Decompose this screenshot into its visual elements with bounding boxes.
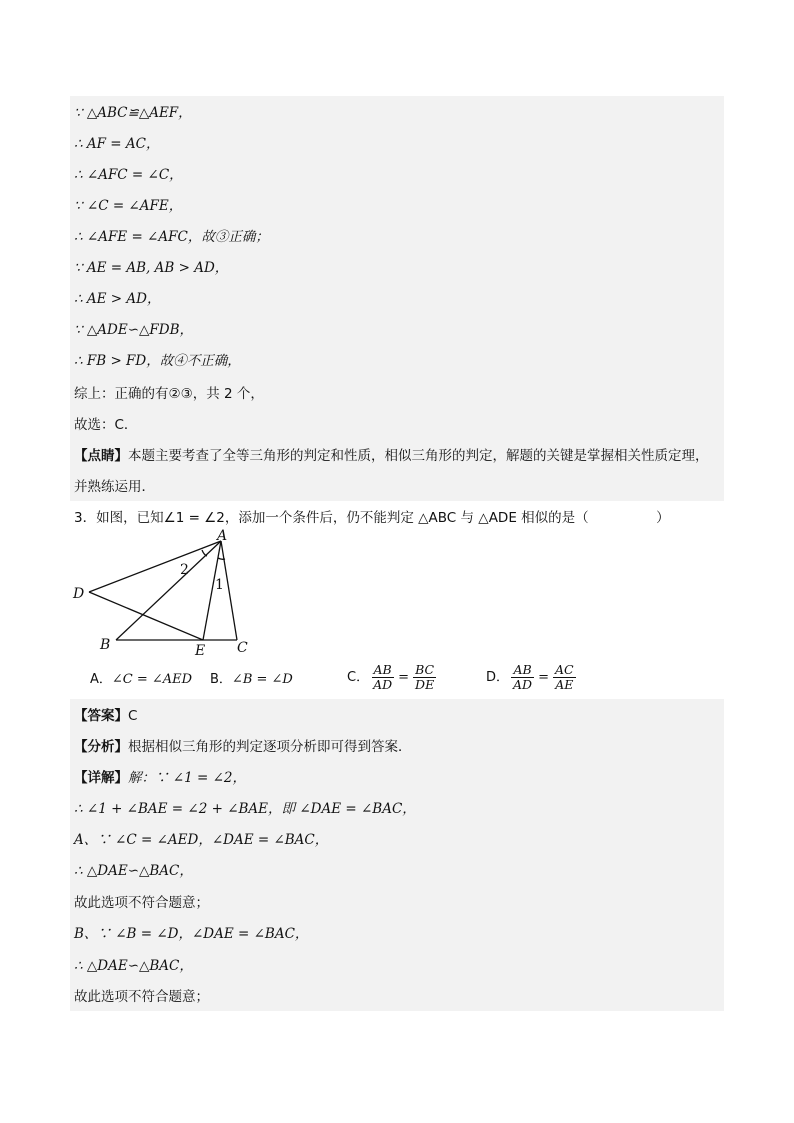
question-line: [74, 509, 670, 527]
question-text: 如图，已知∠1 = ∠2，添加一个条件后，仍不能判定 △ABC 与 △ADE 相似的是（ ）: [96, 510, 670, 526]
option-d-label: D．: [486, 669, 510, 685]
label-a: A: [217, 528, 228, 544]
option-c[interactable]: C． $\frac{AB}{AD}$ = $\frac{BC}{DE}$: [347, 662, 435, 692]
proof-line: ∵ ∠C = ∠AFE，: [74, 198, 183, 214]
option-a[interactable]: [90, 672, 192, 688]
proof-line: ∵ AE = AB, AB > AD，: [74, 260, 229, 276]
question-number: 3．: [74, 510, 97, 526]
option-b-text: ∠B = ∠D: [231, 672, 293, 687]
answer-tag: 【答案】: [74, 708, 128, 724]
solution-block-shaded: [70, 96, 724, 501]
detail-line: [74, 769, 246, 787]
detail-step: ∴ △DAE∽△BAC，: [74, 863, 193, 879]
detail-step: A、∵ ∠C = ∠AED，∠DAE = ∠BAC，: [74, 832, 329, 848]
detail-step: 故此选项不符合题意；: [74, 989, 209, 1005]
proof-line: ∴ ∠AFE = ∠AFC，故③正确；: [74, 229, 269, 245]
fraction-ac-ae: $\frac{AC}{AE}$: [554, 662, 574, 692]
proof-line: ∴ AE > AD，: [74, 291, 161, 307]
label-angle-1: 1: [215, 577, 224, 593]
detail-step: ∴ ∠1 + ∠BAE = ∠2 + ∠BAE，即 ∠DAE = ∠BAC，: [74, 801, 416, 817]
label-angle-2: 2: [180, 562, 189, 578]
label-e: E: [195, 643, 206, 658]
choice-line: 故选：C．: [74, 417, 138, 433]
label-b: B: [100, 637, 111, 653]
option-c-label: C．: [347, 669, 370, 685]
review-line: [74, 447, 709, 465]
analysis-line: [74, 738, 412, 756]
segment-da: [89, 541, 221, 592]
triangle-figure: [70, 528, 270, 658]
review-tag: 【点睛】: [74, 448, 128, 464]
answer-value: C: [128, 708, 138, 724]
detail-tag: 【详解】: [74, 770, 128, 786]
option-a-text: ∠C = ∠AED: [111, 672, 193, 687]
review-line-2: 并熟练运用．: [74, 479, 155, 495]
option-d[interactable]: D． $\frac{AB}{AD}$ = $\frac{AC}{AE}$: [486, 662, 574, 692]
option-b-label: B．: [210, 672, 232, 687]
segment-de: [89, 592, 203, 640]
proof-line: ∴ AF = AC，: [74, 136, 160, 152]
label-c: C: [237, 640, 248, 656]
fraction-ab-ad: $\frac{AB}{AD}$: [513, 662, 533, 692]
summary-line: 综上：正确的有②③，共 2 个，: [74, 386, 264, 402]
proof-line: ∵ △ABC≌△AEF，: [74, 105, 192, 121]
option-b[interactable]: [210, 672, 293, 688]
angle-2-arc: [202, 550, 207, 556]
fraction-bc-de: $\frac{BC}{DE}$: [415, 662, 435, 692]
fraction-ab-ad: $\frac{AB}{AD}$: [373, 662, 393, 692]
detail-step: 故此选项不符合题意；: [74, 895, 209, 911]
detail-first: 解：∵ ∠1 = ∠2，: [128, 770, 246, 786]
analysis-tag: 【分析】: [74, 739, 128, 755]
answer-line: [74, 707, 137, 725]
review-text: 本题主要考查了全等三角形的判定和性质，相似三角形的判定，解题的关键是掌握相关性质定理，: [128, 448, 709, 464]
analysis-text: 根据相似三角形的判定逐项分析即可得到答案．: [128, 739, 412, 755]
option-a-label: A．: [90, 672, 112, 687]
proof-line: ∴ FB > FD，故④不正确，: [74, 353, 241, 369]
proof-line: ∵ △ADE∽△FDB，: [74, 322, 193, 338]
detail-step: ∴ △DAE∽△BAC，: [74, 958, 193, 974]
proof-line: ∴ ∠AFC = ∠C，: [74, 167, 183, 183]
detail-step: B、∵ ∠B = ∠D，∠DAE = ∠BAC，: [74, 926, 309, 942]
label-d: D: [73, 586, 85, 602]
